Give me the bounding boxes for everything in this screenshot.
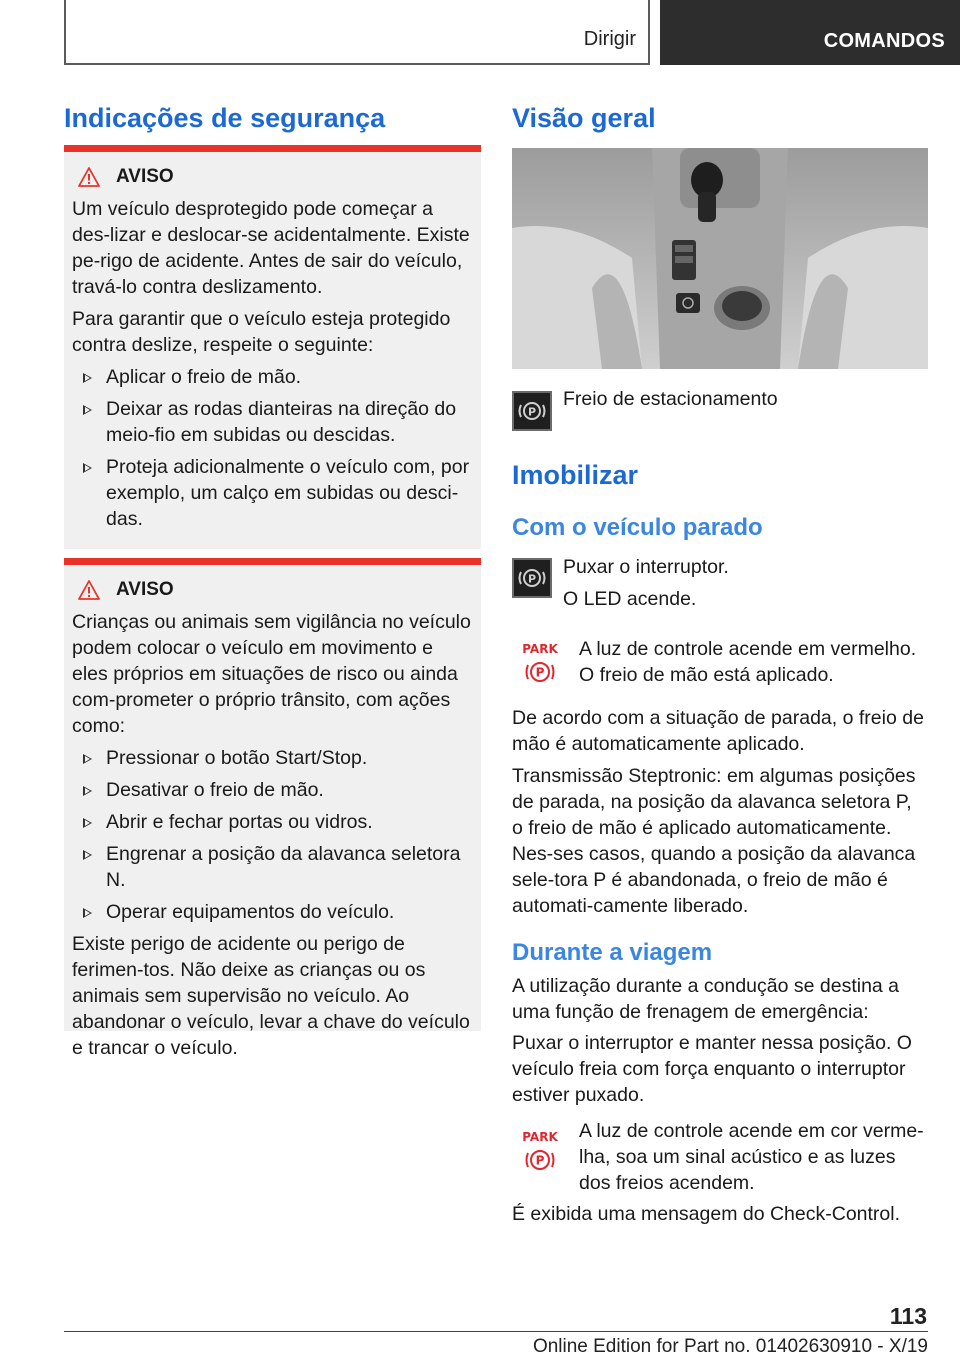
stationary-title: Com o veículo parado xyxy=(512,514,763,541)
warning-triangle-icon xyxy=(78,580,100,600)
park-light-text-1: A luz de controle acende em vermelho. O freio de mão está aplicado. xyxy=(579,638,917,686)
driving-paragraph-1: A utilização durante a condução se destina a uma função de frenagem de emergência: xyxy=(512,975,900,1023)
driving-paragraph-2: Puxar o interruptor e manter nessa posição. O veículo freia com força enquanto o interruptor estiver puxado. xyxy=(512,1032,912,1106)
warning-title-1 xyxy=(78,164,473,190)
warning2-paragraph-2: Existe perigo de acidente ou perigo de ferimen-tos. Não deixe as crianças ou os animais sem supervisão no veículo. Ao abandonar o veículo, levar a chave do veículo e trancar o veículo. xyxy=(72,933,470,1059)
warning-label-2: AVISO xyxy=(116,579,174,600)
warning2-paragraph-1: Crianças ou animais sem vigilância no veículo podem colocar o veículo em movimento e eles próprios em situações de risco ou ainda com-prometer o próprio trânsito, com ações como: xyxy=(72,611,471,737)
parking-brake-switch-icon xyxy=(512,558,552,598)
park-icon-letter: P xyxy=(535,1153,545,1168)
led-on-text: O LED acende. xyxy=(563,588,697,610)
park-icon-word: PARK xyxy=(522,1130,558,1144)
warning1-paragraph-2: Para garantir que o veículo esteja protegido contra deslize, respeite o seguinte: xyxy=(72,308,451,356)
warning2-bullet: Operar equipamentos do veículo. xyxy=(72,899,473,925)
header-chapter-label: COMANDOS xyxy=(823,30,945,52)
park-indicator-icon xyxy=(520,640,560,684)
park-icon-word: PARK xyxy=(522,642,558,656)
pull-switch-text: Puxar o interruptor. xyxy=(563,556,729,578)
warning2-bullet: Pressionar o botão Start/Stop. xyxy=(72,745,473,771)
warning2-bullet: Desativar o freio de mão. xyxy=(72,777,473,803)
warning1-bullet: Deixar as rodas dianteiras na direção do meio-fio em subidas ou descidas. xyxy=(72,396,473,448)
warning1-paragraph-1: Um veículo desprotegido pode começar a des-lizar e deslocar-se acidentalmente. Existe pe-rigo de acidente. Antes de sair do veículo, travá-lo contra deslizamento. xyxy=(72,198,470,298)
warning-label-1: AVISO xyxy=(116,166,174,187)
header-rule xyxy=(64,63,650,65)
center-console-photo xyxy=(512,148,928,369)
svg-text:P: P xyxy=(527,572,537,586)
center-console-illustration xyxy=(512,148,928,369)
checkcontrol-text: É exibida uma mensagem do Check-Control. xyxy=(512,1203,901,1225)
footer-edition: Online Edition for Part no. 01402630910 - X/19 xyxy=(532,1336,928,1357)
header-left-border xyxy=(64,0,66,65)
immobilize-title: Imobilizar xyxy=(512,460,639,490)
warning-box-2 xyxy=(64,558,481,1059)
warning2-bullet: Engrenar a posição da alavanca seletora N. xyxy=(72,841,473,893)
svg-text:P: P xyxy=(527,405,537,419)
warning1-bullet: Proteja adicionalmente o veículo com, por exemplo, um calço em subidas ou desci-das. xyxy=(72,454,473,532)
header-chapter-tab[interactable] xyxy=(660,0,960,65)
footer-rule xyxy=(64,1331,928,1332)
warning-title-2 xyxy=(78,577,473,603)
header-section-tab[interactable]: Dirigir xyxy=(583,28,636,50)
warning2-bullet: Abrir e fechar portas ou vidros. xyxy=(72,809,473,835)
warning-triangle-icon xyxy=(78,167,100,187)
auto-apply-text: De acordo com a situação de parada, o freio de mão é automaticamente aplicado. xyxy=(512,707,924,755)
safety-title: Indicações de segurança xyxy=(64,103,386,133)
steptronic-text: Transmissão Steptronic: em algumas posições de parada, na posição da alavanca seletora P, o freio de mão é aplicado automaticamente. Nes-ses casos, quando a posição da alavanca sele-tora P é abandonada, o freio de mão é automati-camente liberado. xyxy=(512,765,916,917)
warning-box-1 xyxy=(64,145,481,549)
park-light-text-2: A luz de controle acende em cor verme-lha, soa um sinal acústico e as luzes dos freios acendem. xyxy=(579,1120,924,1194)
legend-parking-brake: Freio de estacionamento xyxy=(563,388,778,410)
overview-title: Visão geral xyxy=(512,103,656,133)
park-indicator-icon xyxy=(520,1128,560,1172)
parking-brake-switch-icon xyxy=(512,391,552,431)
warning1-bullet: Aplicar o freio de mão. xyxy=(72,364,473,390)
park-icon-letter: P xyxy=(535,665,545,680)
page-number: 113 xyxy=(889,1303,927,1329)
driving-title: Durante a viagem xyxy=(512,939,713,966)
